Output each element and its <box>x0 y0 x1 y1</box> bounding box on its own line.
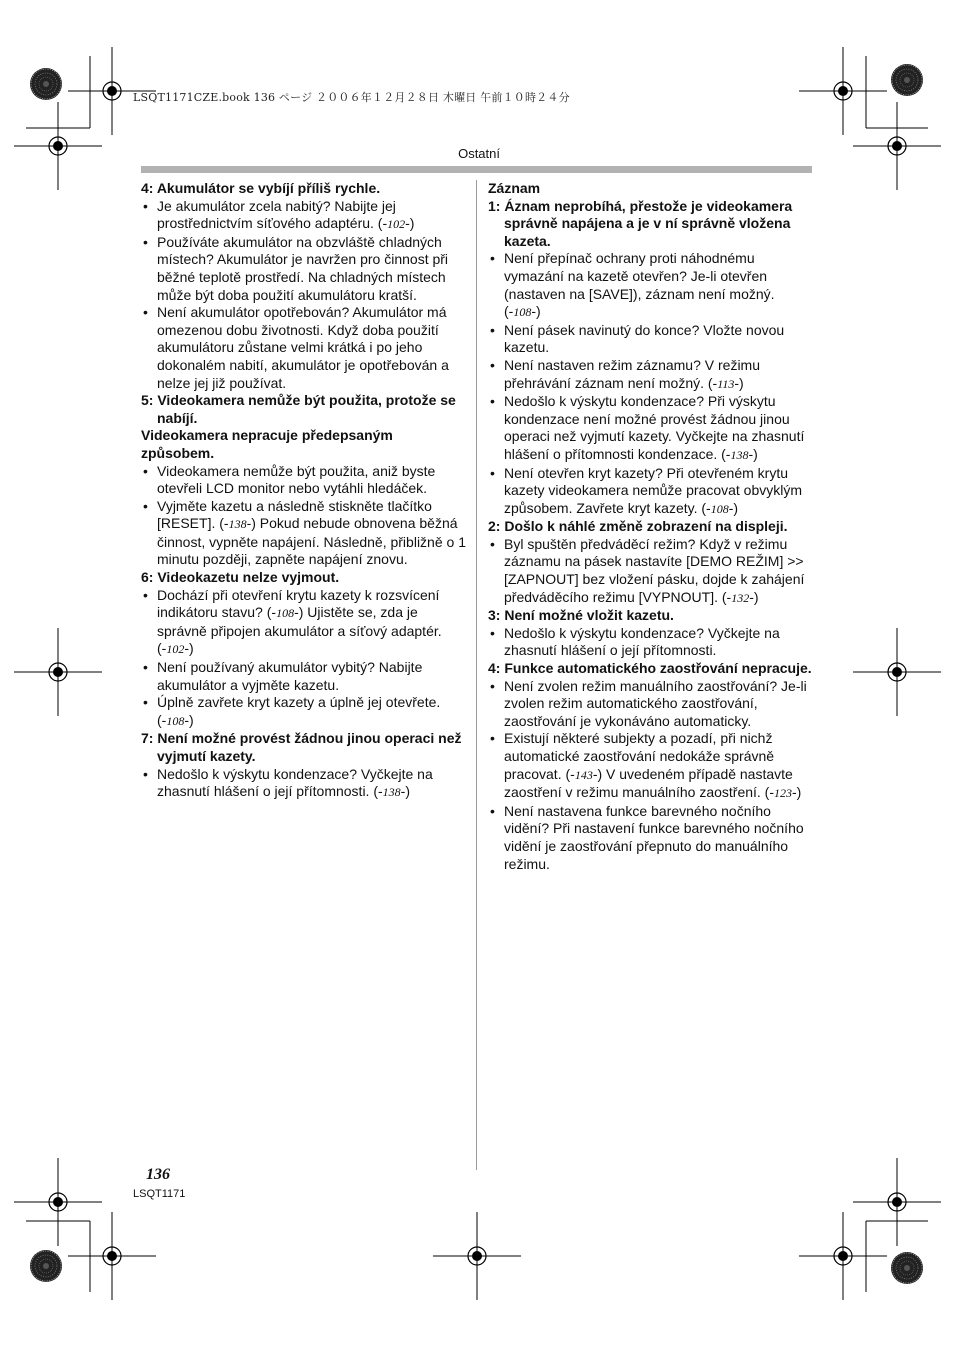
problem-heading: 1: Áznam neprobíhá, přestože je videokamera správně napájena a je v ní správně vložena kazeta. <box>488 197 793 249</box>
page-reference: (-132-) <box>717 588 759 605</box>
item-text: Je akumulátor zcela nabitý? Nabijte jej prostřednictvím síťového adaptéru. <box>157 197 396 232</box>
item-text: Není zvolen režim manuálního zaostřování? Je-li zvolen režim automatického zaostřování, zaostřování je vykonáváno automaticky. <box>504 677 807 729</box>
list-item <box>488 393 814 464</box>
page-reference-number: 108 <box>710 501 729 516</box>
bullet-list <box>141 463 467 570</box>
page-reference-number: 123 <box>774 786 793 801</box>
page-reference: (-108-) <box>504 303 541 320</box>
page-reference-number: 102 <box>166 642 185 657</box>
item-text: Nedošlo k výskytu kondenzace? Při výskytu kondenzace není možné provést žádnou jinou operaci než vyjmutí kazety. Vyčkejte na zhasnutí hlášení o přítomnosti kondenzace. <box>504 393 805 462</box>
item-text: Byl spuštěn předváděcí režim? Když v režimu záznamu na pásek nastavíte [DEMO REŽIM] >> [ZAPNOUT] bez vložení pásku, dojde k zahájení předváděcího režimu [VYPNOUT]. <box>504 535 805 605</box>
page-reference: (-102-) <box>373 215 415 232</box>
page-reference-number: 108 <box>166 713 185 728</box>
list-item <box>141 304 467 392</box>
right-column <box>488 180 814 873</box>
header-rule <box>141 166 812 173</box>
bullet-list <box>141 766 467 802</box>
list-item <box>488 803 814 873</box>
problem-heading: 5: Videokamera nemůže být použita, protože se nabíjí. <box>141 392 456 426</box>
list-item <box>488 322 814 357</box>
page-reference: (-102-) <box>157 640 194 657</box>
bullet-list <box>488 678 814 874</box>
list-item <box>141 463 467 498</box>
page-reference-number: 108 <box>513 305 532 320</box>
bullet-list <box>488 625 814 660</box>
page-reference-number: 138 <box>228 517 247 532</box>
list-item <box>141 198 467 234</box>
page-number: 136 <box>146 1166 170 1183</box>
list-item <box>141 498 467 569</box>
item-text: Videokamera nemůže být použita, aniž byste otevřeli LCD monitor nebo vytáhli hledáček. <box>157 462 436 497</box>
page-reference-number: 108 <box>276 606 295 621</box>
list-item <box>141 694 467 730</box>
bullet-list <box>488 250 814 518</box>
page-reference-number: 138 <box>730 447 749 462</box>
list-item <box>488 730 814 802</box>
page-reference: (-138-) <box>717 445 758 462</box>
item-text: Není používaný akumulátor vybitý? Nabijte akumulátor a vyjměte kazetu. <box>157 659 423 693</box>
item-text-continued: Pokud nebude obnovena běžná činnost, vypněte napájení. Následně, přibližně o 1 minutu později, zapněte napájení znovu. <box>157 515 466 568</box>
section-label: Ostatní <box>458 146 500 161</box>
bullet-list <box>141 587 467 731</box>
item-text: Není nastaven režim záznamu? V režimu přehrávání záznam není možný. <box>504 356 760 391</box>
list-item <box>488 357 814 393</box>
item-text: Není akumulátor opotřebován? Akumulátor má omezenou dobu životnosti. Když doba použití akumulátoru zůstane velmi krátká i po jeho dokonalém nabití, akumulátor je opotřebován a nelze jej již používat. <box>157 304 449 391</box>
list-item <box>141 234 467 304</box>
bullet-list <box>141 198 467 393</box>
left-column <box>141 180 467 802</box>
problem-heading: 6: Videokazetu nelze vyjmout. <box>141 569 340 586</box>
list-item <box>141 659 467 694</box>
list-item <box>488 625 814 660</box>
list-item <box>141 587 467 659</box>
item-text: Vyjměte kazetu a následně stiskněte tlačítko [RESET]. <box>157 497 432 532</box>
item-text: Nedošlo k výskytu kondenzace? Vyčkejte na zhasnutí hlášení o její přítomnosti. <box>157 765 433 800</box>
page-reference: (-138-) <box>369 783 410 800</box>
list-item <box>488 250 814 321</box>
page-reference: (-108-) <box>262 604 304 621</box>
item-text: Není pásek navinutý do konce? Vložte novou kazetu. <box>504 321 785 356</box>
page-reference-number: 138 <box>382 785 401 800</box>
page-reference-number: 143 <box>574 767 593 782</box>
page-reference: (-113-) <box>704 374 744 391</box>
column-divider <box>476 180 477 1170</box>
item-text-continued: Ujistěte se, zda je správně připojen akumulátor a síťový adaptér. <box>157 604 442 639</box>
list-item <box>488 678 814 731</box>
page-reference: (-138-) <box>215 515 256 532</box>
item-text: Používáte akumulátor na obzvláště chladných místech? Akumulátor je navržen pro činnost při běžné teplotě prostředí. Na chladných místech může být doba použití akumulátoru kratší. <box>157 233 449 303</box>
list-item <box>488 536 814 607</box>
item-text: Dochází při otevření krytu kazety k rozsvícení indikátoru stavu? <box>157 586 440 621</box>
model-code: LSQT1171 <box>133 1188 186 1200</box>
problem-heading: 7: Není možné provést žádnou jinou operaci než vyjmutí kazety. <box>141 730 462 764</box>
item-text-continued: V uvedeném případě nastavte zaostření v režimu manuálního zaostření. <box>504 765 793 801</box>
item-text: Nedošlo k výskytu kondenzace? Vyčkejte na zhasnutí hlášení o její přítomnosti. <box>504 624 780 659</box>
page-reference-number: 132 <box>731 590 750 605</box>
item-text: Není nastavena funkce barevného nočního vidění? Při nastavení funkce barevného nočního vidění je zaostřování přepnuto do manuálního režimu. <box>504 802 804 872</box>
problem-heading: 4: Funkce automatického zaostřování nepracuje. <box>488 660 812 677</box>
page-reference: (-143-) <box>561 765 603 782</box>
section-title: Záznam <box>488 180 541 196</box>
item-text: Není otevřen kryt kazety? Při otevřeném krytu kazety videokamera nemůže pracovat obvyklým způsobem. Zavřete kryt kazety. <box>504 464 803 516</box>
problem-heading: 2: Došlo k náhlé změně zobrazení na displeji. <box>488 518 788 535</box>
item-text: Existují některé subjekty a pozadí, při nichž automatické zaostřování nedokáže správně pracovat. <box>504 730 775 782</box>
list-item <box>488 465 814 519</box>
file-meta-line: LSQT1171CZE.book 136 ページ ２００６年１２月２８日 木曜日 午前１０時２４分 <box>133 91 570 104</box>
bullet-list <box>488 536 814 607</box>
item-text: Není přepínač ochrany proti náhodnému vymazání na kazetě otevřen? Je-li otevřen (nastaven na [SAVE]), záznam není možný. <box>504 250 775 302</box>
list-item <box>141 766 467 802</box>
page-reference-number: 113 <box>717 376 735 391</box>
page-reference: (-108-) <box>697 499 739 516</box>
page-reference: (-123-) <box>760 784 802 801</box>
problem-heading: 4: Akumulátor se vybíjí příliš rychle. <box>141 180 381 196</box>
problem-subheading: Videokamera nepracuje předepsaným způsobem. <box>141 427 393 461</box>
page-reference-number: 102 <box>387 217 406 232</box>
page-reference: (-108-) <box>157 711 194 728</box>
item-text: Úplně zavřete kryt kazety a úplně jej otevřete. <box>157 694 441 711</box>
problem-heading: 3: Není možné vložit kazetu. <box>488 607 674 624</box>
